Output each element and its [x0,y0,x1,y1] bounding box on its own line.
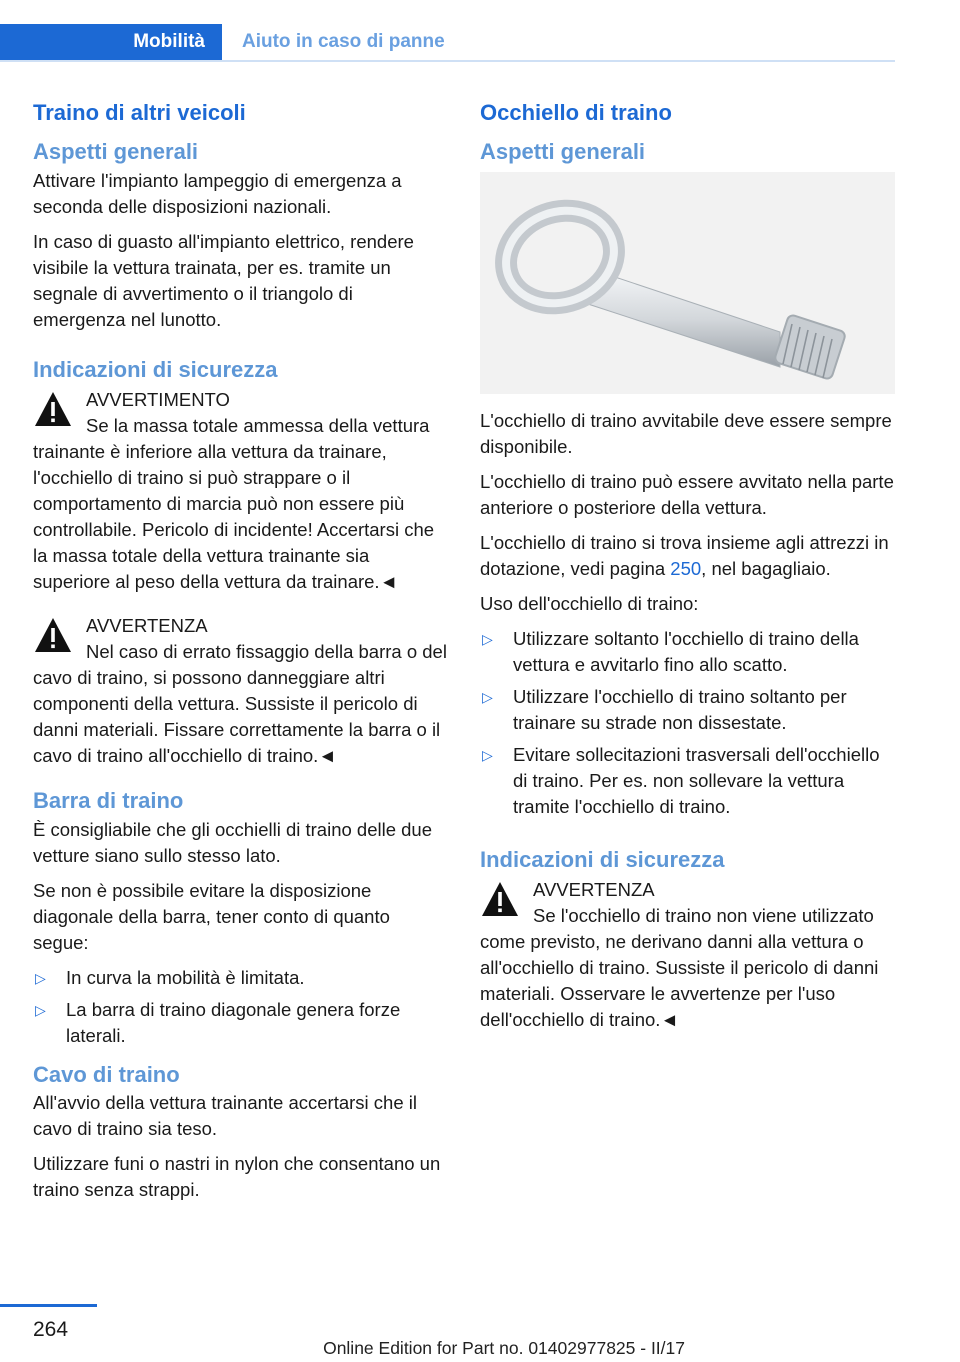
section-title-towing: Traino di altri veicoli [33,100,246,125]
footer-divider [0,1304,97,1307]
page-header [0,24,895,62]
page-link[interactable]: 250 [670,557,702,579]
triangle-bullet-icon: ▷ [482,688,493,705]
paragraph: All'avvio della vettura trainante accertarsi che il cavo di traino sia teso. [33,1092,417,1140]
paragraph: Uso dell'occhiello di traino: [480,592,699,614]
paragraph: L'occhiello di traino avvitabile deve essere sempre disponibile. [480,409,892,457]
list-item: ▷ Utilizzare soltanto l'occhiello di traino della vettura e avvitarlo fino allo scatto. [482,627,859,675]
triangle-bullet-icon: ▷ [35,1001,46,1018]
heading-safety: Indicazioni di sicurezza [33,356,278,382]
tow-eye-illustration [480,172,895,394]
paragraph: È consigliabile che gli occhielli di traino delle due vetture siano sullo stesso lato. [33,818,433,866]
warning-triangle-icon [480,879,520,919]
paragraph: Attivare l'impianto lampeggio di emergenza a seconda delle disposizioni nazionali. [33,169,402,217]
warning-text: Se l'occhiello di traino non viene utilizzato come previsto, ne derivano danni alla vettura o all'occhiello di traino. Sussiste il pericolo di danni materiali. Osservare le avvertenze per l'uso dell'occhiello di traino.◄ [480,905,879,1031]
warning-text: Nel caso di errato fissaggio della barra o del cavo di traino, si possono danneggiare altri componenti della vettura. Sussiste il pericolo di danni materiali. Fissare correttamente la barra o il cavo di traino all'occhiello di traino.◄ [33,641,447,767]
left-column [33,100,448,1212]
edition-label: Online Edition for Part no. 01402977825 - II/17 [323,1338,685,1358]
tab-aiuto-in-caso-di-panne[interactable]: Aiuto in caso di panne [242,31,445,52]
list-item: ▷ In curva la mobilità è limitata. [33,965,448,991]
right-column [480,100,895,1051]
triangle-bullet-icon: ▷ [482,630,493,647]
paragraph: L'occhiello di traino può essere avvitato nella parte anteriore o posteriore della vettura. [480,470,894,518]
paragraph: Utilizzare funi o nastri in nylon che consentano un traino senza strappi. [33,1153,441,1201]
list-item: ▷ Utilizzare l'occhiello di traino soltanto per trainare su strade non dissestate. [482,685,847,733]
warning-title: AVVERTIMENTO [86,389,230,411]
heading-safety: Indicazioni di sicurezza [480,846,725,872]
triangle-bullet-icon: ▷ [482,746,493,763]
triangle-bullet-icon: ▷ [35,969,46,986]
heading-tow-bar: Barra di traino [33,788,184,814]
bullet-list [480,626,895,820]
list-item: ▷ Evitare sollecitazioni trasversali dell'occhiello di traino. Per es. non sollevare la vettura tramite l'occhiello di traino. [482,743,880,817]
heading-general: Aspetti generali [33,139,199,165]
header-divider [0,60,895,62]
warning-text: Se la massa totale ammessa della vettura trainante è inferiore alla vettura da trainare, l'occhiello di traino si può strappare o il comportamento di marcia può non essere più controllabile. Pericolo di incidente! Accertarsi che la massa totale della vettura trainante sia superiore al peso della vettura da trainare.◄ [33,415,435,593]
heading-general: Aspetti generali [480,139,646,165]
paragraph: L'occhiello di traino si trova insieme agli attrezzi in dotazione, vedi pagina 250, nel bagagliaio. [480,531,889,579]
heading-tow-cable: Cavo di traino [33,1061,180,1087]
page-number: 264 [33,1318,69,1341]
warning-title: AVVERTENZA [86,615,208,637]
bullet-list [33,965,448,1049]
section-title-tow-eye: Occhiello di traino [480,100,672,125]
paragraph: Se non è possibile evitare la disposizione diagonale della barra, tener conto di quanto segue: [33,879,390,953]
list-item: ▷ La barra di traino diagonale genera forze laterali. [35,998,401,1046]
tab-mobilita[interactable]: Mobilità [0,24,222,60]
warning-block [33,387,448,595]
warning-triangle-icon [33,615,73,655]
warning-triangle-icon [33,389,73,429]
warning-title: AVVERTENZA [533,879,655,901]
paragraph: In caso di guasto all'impianto elettrico, rendere visibile la vettura trainata, per es. tramite un segnale di avvertimento o il triangolo di emergenza nel lunotto. [33,230,414,330]
warning-block [480,877,895,1033]
warning-block [33,613,448,769]
